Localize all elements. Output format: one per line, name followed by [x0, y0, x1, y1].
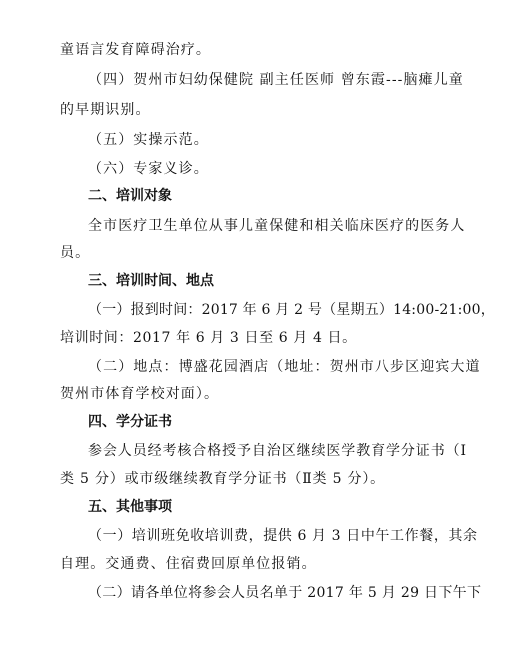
text-line-7: 全市医疗卫生单位从事儿童保健和相关临床医疗的医务人: [88, 218, 466, 234]
text-line-16: 类 5 分）或市级继续教育学分证书（Ⅱ类 5 分）。: [60, 471, 385, 487]
text-line-8: 员。: [60, 245, 91, 261]
text-line-2: （四）贺州市妇幼保健院 副主任医师 曾东霞---脑瘫儿童: [88, 72, 464, 88]
text-line-1: 童语言发育障碍治疗。: [60, 42, 211, 58]
text-line-15: 参会人员经考核合格授予自治区继续医学教育学分证书（Ⅰ: [88, 443, 467, 459]
text-line-10: （一）报到时间：2017 年 6 月 2 号（星期五）14:00-21:00，: [88, 302, 495, 318]
text-line-13: 贺州市体育学校对面）。: [60, 386, 220, 402]
section-heading-3: 三、培训时间、地点: [88, 273, 214, 289]
text-line-12: （二）地点：博盛花园酒店（地址：贺州市八步区迎宾大道: [88, 359, 481, 375]
text-line-20: （二）请各单位将参会人员名单于 2017 年 5 月 29 日下午下: [88, 585, 482, 601]
section-heading-2: 二、培训对象: [88, 188, 172, 204]
text-line-19: 自理。交通费、住宿费回原单位报销。: [60, 556, 317, 572]
text-line-4: （五）实操示范。: [88, 132, 209, 148]
text-line-5: （六）专家义诊。: [88, 161, 209, 177]
section-heading-5: 五、其他事项: [88, 499, 172, 515]
text-line-18: （一）培训班免收培训费，提供 6 月 3 日中午工作餐，其余: [88, 528, 478, 544]
text-line-3: 的早期识别。: [60, 102, 151, 118]
text-line-11: 培训时间：2017 年 6 月 3 日至 6 月 4 日。: [60, 330, 357, 346]
section-heading-4: 四、学分证书: [88, 414, 172, 430]
